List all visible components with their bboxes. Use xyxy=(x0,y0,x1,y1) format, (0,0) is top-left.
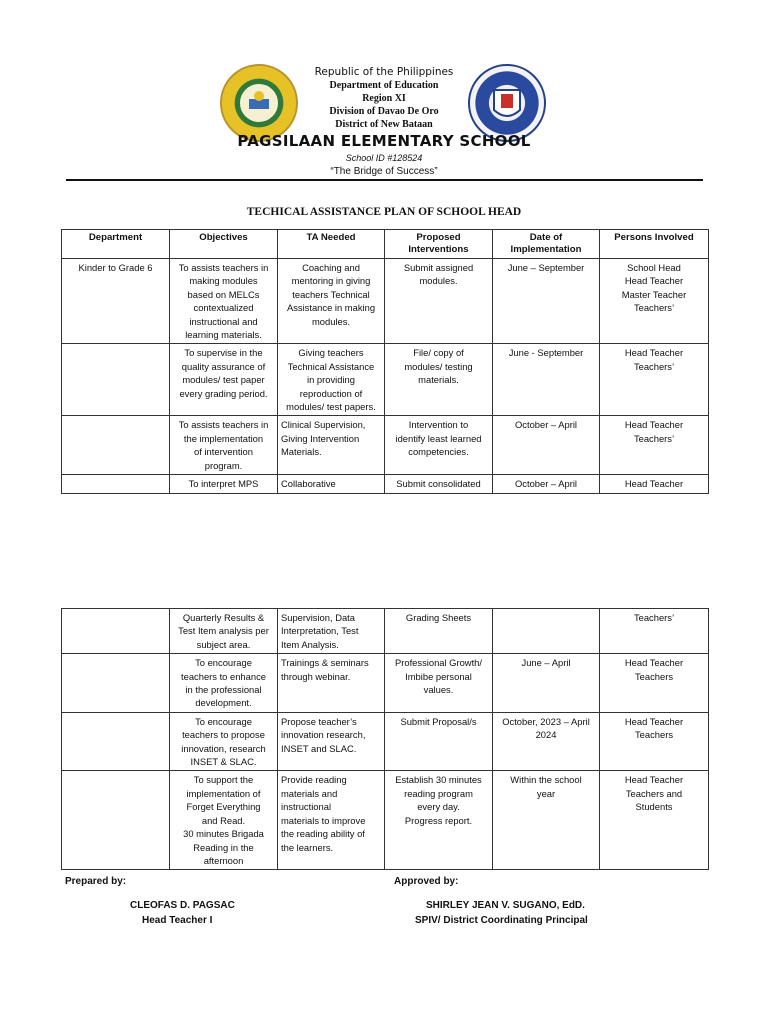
header-objectives: Objectives xyxy=(170,230,278,259)
republic-line: Republic of the Philippines xyxy=(314,66,454,78)
school-name: PAGSILAAN ELEMENTARY SCHOOL xyxy=(237,132,531,150)
header-ta-needed: TA Needed xyxy=(278,230,385,259)
cell-interventions: Submit assigned modules. xyxy=(385,259,493,344)
table-row xyxy=(62,712,709,771)
cell-department xyxy=(62,609,170,654)
cell-date: Within the school year xyxy=(493,771,600,870)
header-persons-involved: Persons Involved xyxy=(600,230,709,259)
department-line: Department of Education xyxy=(329,80,439,91)
cell-interventions: File/ copy of modules/ testing materials. xyxy=(385,344,493,416)
table-row xyxy=(62,609,709,654)
cell-objectives: To supervise in the quality assurance of modules/ test paper every grading period. xyxy=(170,344,278,416)
division-line: Division of Davao De Oro xyxy=(329,106,439,117)
cell-interventions: Grading Sheets xyxy=(385,609,493,654)
cell-objectives: To assists teachers in making modules based on MELCs contextualized instructional and learning materials. xyxy=(170,259,278,344)
cell-objectives: To encourage teachers to enhance in the professional development. xyxy=(170,654,278,713)
cell-date xyxy=(493,609,600,654)
cell-interventions: Submit consolidated xyxy=(385,475,493,493)
cell-date: October – April xyxy=(493,416,600,475)
ta-plan-table-page1 xyxy=(61,229,709,494)
header-divider xyxy=(66,179,703,181)
cell-date: June – September xyxy=(493,259,600,344)
table-row xyxy=(62,416,709,475)
approved-by-label: Approved by: xyxy=(394,876,459,887)
cell-objectives: To support the implementation of Forget Everything and Read. 30 minutes Brigada Reading in the afternoon xyxy=(170,771,278,870)
cell-date: October – April xyxy=(493,475,600,493)
header-department: Department xyxy=(62,230,170,259)
cell-date: June - September xyxy=(493,344,600,416)
cell-department xyxy=(62,416,170,475)
region-line: Region XI xyxy=(362,93,406,104)
cell-objectives: To interpret MPS xyxy=(170,475,278,493)
cell-interventions: Submit Proposal/s xyxy=(385,712,493,771)
table-row xyxy=(62,654,709,713)
school-id: School ID #128524 xyxy=(345,153,423,163)
cell-department xyxy=(62,771,170,870)
cell-department xyxy=(62,344,170,416)
cell-ta-needed: Giving teachers Technical Assistance in providing reproduction of modules/ test papers. xyxy=(278,344,385,416)
cell-persons: Head Teacher Teachers’ xyxy=(600,344,709,416)
cell-ta-needed: Collaborative xyxy=(278,475,385,493)
cell-objectives: Quarterly Results & Test Item analysis per subject area. xyxy=(170,609,278,654)
cell-date: October, 2023 – April 2024 xyxy=(493,712,600,771)
cell-interventions: Establish 30 minutes reading program every day. Progress report. xyxy=(385,771,493,870)
cell-persons: School Head Head Teacher Master Teacher Teachers’ xyxy=(600,259,709,344)
cell-objectives: To assists teachers in the implementation of intervention program. xyxy=(170,416,278,475)
plan-title: TECHICAL ASSISTANCE PLAN OF SCHOOL HEAD xyxy=(246,206,522,218)
table-row xyxy=(62,771,709,870)
ta-plan-table-page2 xyxy=(61,608,709,870)
cell-interventions: Professional Growth/ Imbibe personal values. xyxy=(385,654,493,713)
cell-date: June – April xyxy=(493,654,600,713)
header-date-of-implementation: Date of Implementation xyxy=(493,230,600,259)
cell-objectives: To encourage teachers to propose innovation, research INSET & SLAC. xyxy=(170,712,278,771)
cell-ta-needed: Propose teacher’s innovation research, INSET and SLAC. xyxy=(278,712,385,771)
school-motto: “The Bridge of Success” xyxy=(330,166,438,177)
cell-department xyxy=(62,654,170,713)
approved-by-title: SPIV/ District Coordinating Principal xyxy=(415,915,588,926)
cell-ta-needed: Supervision, Data Interpretation, Test Item Analysis. xyxy=(278,609,385,654)
header-proposed-interventions: Proposed Interventions xyxy=(385,230,493,259)
cell-ta-needed: Provide reading materials and instructional materials to improve the reading ability of the learners. xyxy=(278,771,385,870)
cell-persons: Head Teacher Teachers xyxy=(600,712,709,771)
cell-persons: Head Teacher Teachers xyxy=(600,654,709,713)
table-row xyxy=(62,344,709,416)
cell-department xyxy=(62,475,170,493)
cell-ta-needed: Coaching and mentoring in giving teachers Technical Assistance in making modules. xyxy=(278,259,385,344)
cell-persons: Head Teacher Teachers and Students xyxy=(600,771,709,870)
cell-ta-needed: Clinical Supervision, Giving Intervention Materials. xyxy=(278,416,385,475)
cell-department: Kinder to Grade 6 xyxy=(62,259,170,344)
prepared-by-name: CLEOFAS D. PAGSAC xyxy=(130,900,235,911)
cell-persons: Teachers’ xyxy=(600,609,709,654)
approved-by-name: SHIRLEY JEAN V. SUGANO, EdD. xyxy=(426,900,585,911)
table-row xyxy=(62,259,709,344)
prepared-by-title: Head Teacher I xyxy=(142,915,213,926)
district-line: District of New Bataan xyxy=(335,119,433,130)
cell-persons: Head Teacher xyxy=(600,475,709,493)
table-row xyxy=(62,475,709,493)
cell-ta-needed: Trainings & seminars through webinar. xyxy=(278,654,385,713)
cell-interventions: Intervention to identify least learned competencies. xyxy=(385,416,493,475)
cell-department xyxy=(62,712,170,771)
cell-persons: Head Teacher Teachers’ xyxy=(600,416,709,475)
prepared-by-label: Prepared by: xyxy=(65,876,127,887)
